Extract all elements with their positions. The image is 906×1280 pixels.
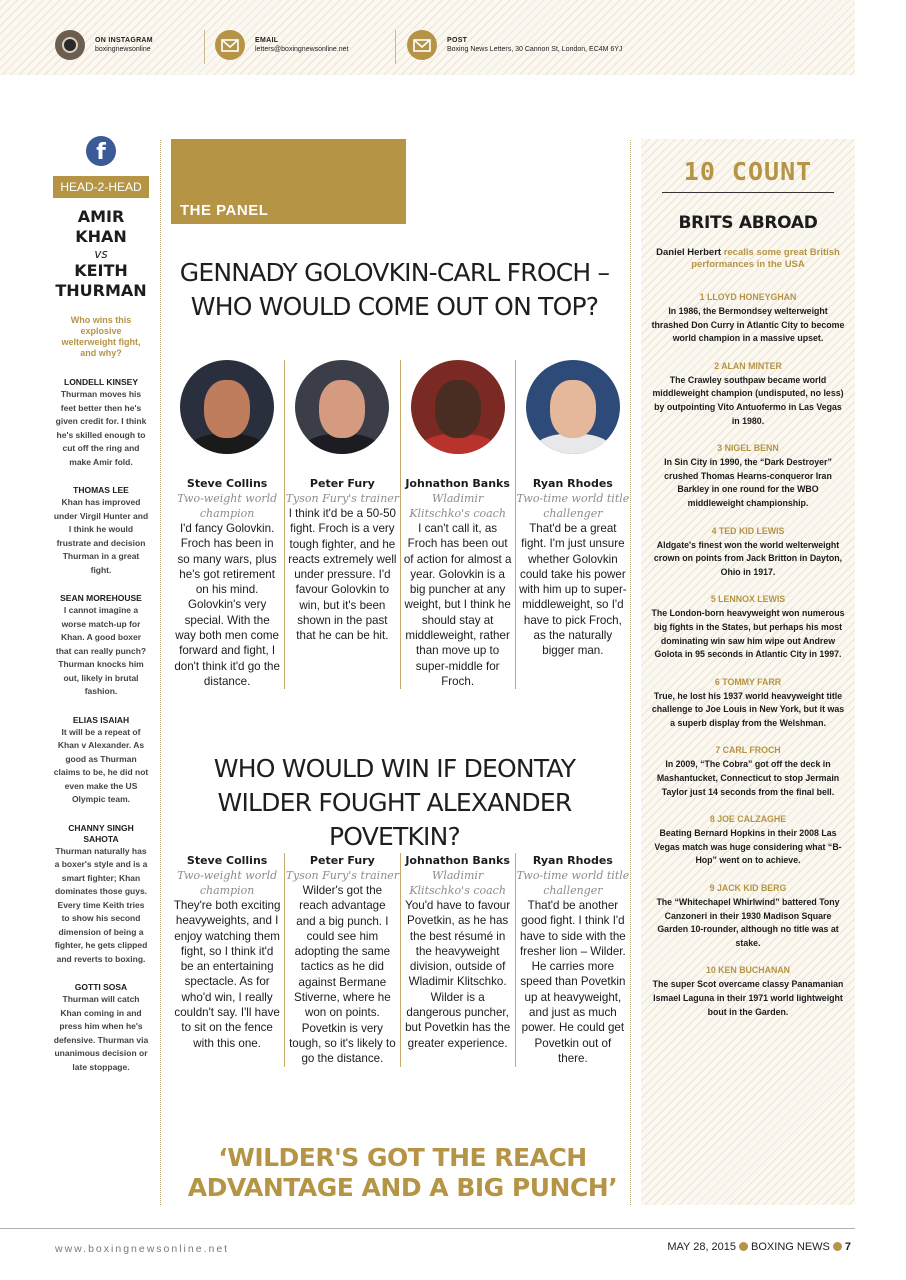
panelist-role: Two-weight world champion — [177, 869, 278, 897]
panelist-role: Tyson Fury's trainer — [285, 869, 400, 882]
panelist-name: Steve Collins — [186, 477, 268, 490]
publication-name: BOXING NEWS — [751, 1241, 830, 1253]
divider — [395, 30, 396, 64]
panelist-answer: I think it'd be a 50-50 fight. Froch is a very tough fighter, and he reacts extremely well under pressure. I'd favour Golovkin to win, but it's been shown in the past that he can be hit. — [288, 507, 397, 643]
fighter-a: AMIR KHAN — [75, 207, 127, 246]
list-item — [641, 593, 855, 661]
panelist-answer: Wilder's got the reach advantage and a big punch. I could see him adopting the same tactics as he did against Bermane Stiverne, where he won on points. Povetkin is very tough, so it's likely to go the distance. — [289, 884, 396, 1066]
reader-comment: Khan has improved under Virgil Hunter and I think he would frustrate and decision Thurman in a great fight. — [53, 497, 149, 575]
panel-question-2: WHO WOULD WIN IF DEONTAY WILDER FOUGHT ALEXANDER POVETKIN? — [213, 754, 576, 851]
head-2-head-tag: HEAD-2-HEAD — [53, 176, 149, 198]
website-url[interactable]: www.boxingnewsonline.net — [55, 1243, 230, 1255]
reader-opinion — [53, 593, 149, 699]
reader-comment: I cannot imagine a worse match-up for Khan. A good boxer that can really punch? Thurman knocks him out, likely in brutal fashion. — [55, 605, 147, 696]
panelist-answer: I can't call it, as Froch has been out of action for almost a year. Golovkin is a big puncher at any weight, but I think he should stay at middleweight, rather than move up to super-middle for Froch. — [403, 522, 512, 688]
reader-name: ELIAS ISAIAH — [72, 714, 130, 725]
panelist-column — [515, 853, 630, 1067]
reader-name: LONDELL KINSEY — [64, 377, 138, 387]
instagram-handle[interactable]: boxingnewsonline — [95, 46, 151, 53]
panelist-role: Two-time world title challenger — [516, 869, 630, 897]
list-item — [641, 676, 855, 731]
list-item — [641, 291, 855, 346]
post-contact — [407, 30, 623, 60]
panelist-photo — [411, 360, 505, 454]
facebook-icon[interactable]: f — [86, 136, 116, 166]
panel-answers-1 — [170, 360, 630, 689]
footer-rule — [0, 1228, 855, 1229]
list-item — [641, 360, 855, 428]
panelist-name: Steve Collins — [186, 854, 268, 867]
reader-name: CHANNY SINGH SAHOTA — [68, 822, 134, 844]
item-title: 3 NIGEL BENN — [717, 443, 779, 454]
item-text: In 2009, “The Cobra” got off the deck in Mashantucket, Connecticut to stop Jermain Taylor just 14 seconds from the final bell. — [656, 759, 840, 797]
ten-count-header: 10 COUNT — [683, 157, 813, 186]
bullet-icon — [739, 1242, 748, 1251]
list-item — [641, 744, 855, 799]
author-name: Daniel Herbert — [656, 247, 722, 258]
item-text: The “Whitechapel Whirlwind” battered Tony Canzoneri in their 1930 Madison Square Garden 10-rounder, although no title was at stake. — [656, 897, 840, 948]
panelist-answer: You'd have to favour Povetkin, as he has the best résumé in the heavyweight division, outside of Wladimir Klitschko. Wilder is a dangerous puncher, but Povetkin has the greater experience. — [405, 899, 511, 1050]
post-label: POST — [447, 37, 468, 44]
page-number: 7 — [844, 1241, 851, 1253]
panelist-answer: I'd fancy Golovkin. Froch has been in so many wars, plus he's got retirement on his mind. Golovkin's very special. With the way both men come forward and fight, I don't think it'd go the distance. — [174, 522, 280, 688]
panel-answers-2 — [170, 853, 630, 1067]
panelist-photo — [180, 360, 274, 454]
reader-name: SEAN MOREHOUSE — [60, 593, 142, 603]
panelist-role: Wladimir Klitschko's coach — [409, 869, 506, 897]
reader-comment: Thurman will catch Khan coming in and press him when he's defensive. Thurman via unanimous decision or late stoppage. — [53, 994, 149, 1072]
reader-opinion — [53, 715, 149, 807]
panelist-column — [170, 360, 284, 689]
instagram-contact[interactable] — [55, 30, 153, 60]
item-title: 6 TOMMY FARR — [714, 676, 782, 687]
intro-text: recalls some great British performances in the USA — [691, 247, 840, 270]
item-title: 8 JOE CALZAGHE — [709, 814, 787, 825]
divider — [662, 192, 834, 193]
reader-name: THOMAS LEE — [73, 485, 129, 495]
list-item — [641, 813, 855, 868]
reader-name: GOTTI SOSA — [74, 982, 128, 992]
contact-bar — [0, 0, 855, 75]
envelope-icon — [407, 30, 437, 60]
email-contact[interactable] — [215, 30, 349, 60]
email-address[interactable]: letters@boxingnewsonline.net — [255, 46, 349, 53]
panelist-column — [400, 360, 515, 689]
panelist-name: Peter Fury — [309, 477, 375, 490]
item-title: 4 TED KID LEWIS — [711, 525, 785, 536]
panelist-answer: That'd be another good fight. I think I'd have to side with the fresher lion – Wilder. He carries more speed than Povetkin up at heavyweight, and just as much power. He could get Povetkin out of there. — [520, 899, 626, 1065]
email-label: EMAIL — [255, 37, 279, 44]
item-text: True, he lost his 1937 world heavyweight title challenge to Joe Louis in New York, but it was a superb display from the Welshman. — [651, 690, 845, 728]
ten-count-sidebar — [641, 139, 855, 1205]
pull-quote: ‘WILDER'S GOT THE REACH ADVANTAGE AND A BIG PUNCH’ — [187, 1143, 618, 1202]
panel-header-label: THE PANEL — [180, 202, 269, 219]
reader-comment: It will be a repeat of Khan v Alexander. As good as Thurman claims to be, he did not even make the US Olympic team. — [53, 726, 149, 804]
reader-comment: Thurman moves his feet better then he's given credit for. I think he's skilled enough to cut off the ring and make Amir fold. — [55, 389, 147, 467]
item-title: 5 LENNOX LEWIS — [710, 594, 786, 605]
panelist-name: Peter Fury — [309, 854, 375, 867]
item-text: Beating Bernard Hopkins in their 2008 Las Vegas match was huge considering what “B-Hop” went on to achieve. — [654, 828, 842, 866]
panel-header — [171, 139, 406, 224]
panelist-name: Johnathon Banks — [405, 854, 510, 867]
ten-count-intro — [641, 247, 855, 271]
ten-count-title: BRITS ABROAD — [678, 213, 818, 233]
item-title: 2 ALAN MINTER — [714, 360, 782, 371]
panelist-column — [515, 360, 630, 689]
panelist-role: Wladimir Klitschko's coach — [409, 492, 506, 520]
list-item — [641, 964, 855, 1019]
page-folio — [667, 1241, 851, 1253]
issue-date: MAY 28, 2015 — [667, 1241, 737, 1253]
panelist-column — [284, 853, 399, 1067]
matchup-title — [53, 207, 149, 301]
panel-question-1: GENNADY GOLOVKIN-CARL FROCH – WHO WOULD COME OUT ON TOP? — [179, 258, 610, 321]
camera-icon — [55, 30, 85, 60]
post-address: Boxing News Letters, 30 Cannon St, London, EC4M 6YJ — [447, 46, 623, 53]
head-2-head-sidebar — [53, 132, 149, 1090]
reader-opinion — [53, 982, 149, 1074]
sidebar-question: Who wins this explosive welterweight fight, and why? — [61, 315, 141, 358]
column-divider — [160, 140, 161, 1205]
fighter-b: KEITH THURMAN — [55, 261, 147, 300]
panelist-column — [284, 360, 399, 689]
panelist-name: Ryan Rhodes — [532, 854, 613, 867]
item-text: In Sin City in 1990, the “Dark Destroyer” crushed Thomas Hearns-conqueror Iran Barkley in one round for the WBO middleweight championship. — [664, 457, 832, 508]
item-text: The Crawley southpaw became world middleweight champion (undisputed, no less) by outpointing Vito Antuofermo in Las Vegas in 1980. — [652, 374, 844, 426]
item-title: 1 LLOYD HONEYGHAN — [699, 292, 797, 302]
item-text: Aldgate's finest won the world welterweight crown on points from Jack Britton in Dayton, Ohio in 1917. — [653, 539, 843, 577]
item-title: 10 KEN BUCHANAN — [705, 965, 791, 976]
reader-opinion — [53, 823, 149, 967]
panelist-column — [400, 853, 515, 1067]
list-item — [641, 525, 855, 580]
envelope-icon — [215, 30, 245, 60]
panelist-role: Tyson Fury's trainer — [285, 492, 400, 505]
list-item — [641, 442, 855, 510]
panelist-role: Two-weight world champion — [177, 492, 278, 520]
panelist-column — [170, 853, 284, 1067]
bullet-icon — [833, 1242, 842, 1251]
reader-opinion — [53, 485, 149, 577]
panelist-photo — [295, 360, 389, 454]
list-item — [641, 882, 855, 950]
item-text: The London-born heavyweight won numerous big fights in the States, but perhaps his most dominating win saw him wipe out Andrew Golota in 95 seconds in Atlantic City in 1997. — [651, 608, 845, 660]
panelist-name: Ryan Rhodes — [532, 477, 613, 490]
divider — [204, 30, 205, 64]
item-title: 7 CARL FROCH — [715, 745, 781, 756]
item-text: In 1986, the Bermondsey welterweight thrashed Don Curry in Atlantic City to become world champion in a massive upset. — [651, 306, 845, 344]
panelist-answer: They're both exciting heavyweights, and I enjoy watching them fight, so I think it'd be an entertaining spectacle. As for who'd win, I really couldn't say. I'll have to sit on the fence with this one. — [173, 899, 281, 1050]
panelist-answer: That'd be a great fight. I'm just unsure whether Golovkin could take his power with him up to super-middleweight, so I'd have to pick Froch, as the naturally bigger man. — [519, 522, 627, 658]
panelist-photo — [526, 360, 620, 454]
column-divider — [630, 140, 631, 1205]
reader-opinion — [53, 377, 149, 469]
item-title: 9 JACK KID BERG — [709, 883, 787, 894]
item-text: The super Scot overcame classy Panamanian Ismael Laguna in their 1971 world lightweight bout in the Garden. — [652, 979, 844, 1017]
panelist-name: Johnathon Banks — [405, 477, 510, 490]
panelist-role: Two-time world title challenger — [516, 492, 630, 520]
reader-comment: Thurman naturally has a boxer's style and is a smart fighter; Khan dominates those guys. Every time Keith tries to show his second dimension of being a fighter, he gets clipped and reverts to boxing. — [54, 845, 148, 964]
vs-label: vs — [94, 247, 108, 261]
instagram-label: ON INSTAGRAM — [95, 37, 153, 44]
